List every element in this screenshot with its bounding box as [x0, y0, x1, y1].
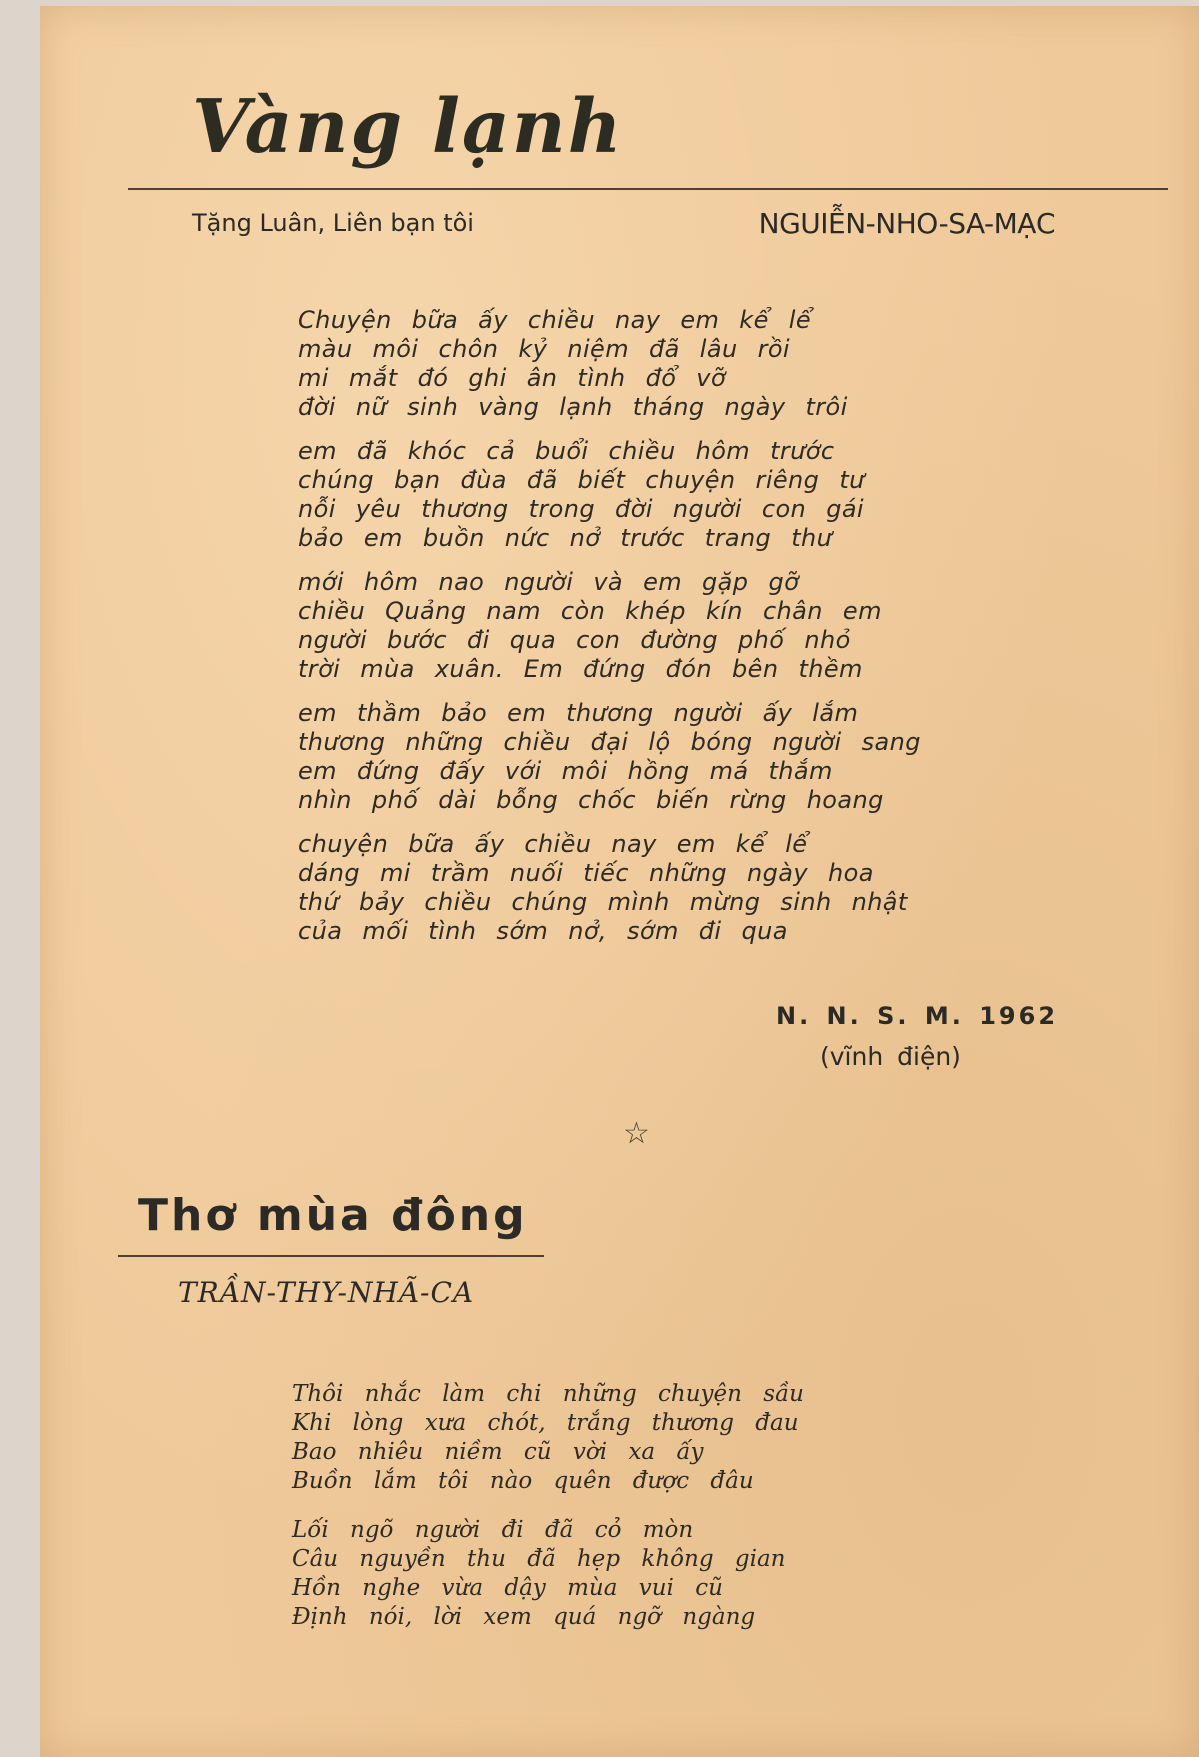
poem-title: Vàng lạnh: [192, 84, 624, 170]
poem-line: mới hôm nao người và em gặp gỡ: [298, 568, 800, 596]
poem-line: bảo em buồn nức nở trước trang thư: [298, 524, 833, 552]
poem-line: nhìn phố dài bỗng chốc biến rừng hoang: [298, 786, 884, 814]
title-rule: [128, 188, 1168, 190]
stanza: [292, 1516, 992, 1632]
stanza: [298, 830, 998, 946]
poem-place: (vĩnh điện): [820, 1042, 961, 1071]
stanza: [298, 568, 998, 684]
second-poem-author: TRẦN-THY-NHÃ-CA: [178, 1276, 475, 1309]
poem-line: Lối ngõ người đi đã cỏ mòn: [292, 1517, 694, 1543]
second-title-rule: [118, 1255, 544, 1257]
poem-line: chúng bạn đùa đã biết chuyện riêng tư: [298, 466, 865, 494]
poem-line: dáng mi trầm nuối tiếc những ngày hoa: [298, 859, 874, 887]
stanza: [298, 437, 998, 553]
poem-line: màu môi chôn kỷ niệm đã lâu rồi: [298, 335, 791, 363]
poem-line: Câu nguyền thu đã hẹp không gian: [292, 1546, 786, 1572]
star-separator-icon: ☆: [623, 1116, 650, 1151]
poem-signature: N. N. S. M. 1962: [776, 1002, 1059, 1030]
magazine-page: [40, 6, 1199, 1757]
poem-line: thương những chiều đại lộ bóng người sang: [298, 728, 921, 756]
poem-line: em đứng đấy với môi hồng má thắm: [298, 757, 833, 785]
poem-line: thứ bảy chiều chúng mình mừng sinh nhật: [298, 888, 908, 916]
poem-line: Thôi nhắc làm chi những chuyện sầu: [292, 1381, 804, 1407]
poem-line: nỗi yêu thương trong đời người con gái: [298, 495, 865, 523]
stanza: [298, 699, 998, 815]
poem-line: người bước đi qua con đường phố nhỏ: [298, 626, 851, 654]
poem-line: chuyện bữa ấy chiều nay em kể lể: [298, 830, 808, 858]
poem-line: Bao nhiêu niềm cũ vời xa ấy: [292, 1439, 704, 1465]
poem-line: Chuyện bữa ấy chiều nay em kể lể: [298, 306, 812, 334]
second-poem-title: Thơ mùa đông: [138, 1190, 528, 1241]
poem-line: em thầm bảo em thương người ấy lắm: [298, 699, 859, 727]
poem-dedication: Tặng Luân, Liên bạn tôi: [192, 209, 474, 237]
poem-line: đời nữ sinh vàng lạnh tháng ngày trôi: [298, 393, 848, 421]
poem-body: [298, 306, 998, 961]
poem-line: Khi lòng xưa chót, trắng thương đau: [292, 1410, 799, 1436]
poem-author: NGUIỄN-NHO-SA-MẠC: [758, 207, 1055, 240]
stanza: [292, 1380, 992, 1496]
poem-line: chiều Quảng nam còn khép kín chân em: [298, 597, 882, 625]
poem-line: Hồn nghe vừa dậy mùa vui cũ: [292, 1575, 723, 1601]
poem-line: Định nói, lời xem quá ngỡ ngàng: [292, 1604, 756, 1630]
poem-line: trời mùa xuân. Em đứng đón bên thềm: [298, 655, 863, 683]
stanza: [298, 306, 998, 422]
poem-line: Buồn lắm tôi nào quên được đâu: [292, 1468, 754, 1494]
poem-line: của mối tình sớm nở, sớm đi qua: [298, 917, 788, 945]
poem-line: em đã khóc cả buổi chiều hôm trước: [298, 437, 835, 465]
poem-line: mi mắt đó ghi ân tình đổ vỡ: [298, 364, 726, 392]
second-poem-body: [292, 1380, 992, 1652]
